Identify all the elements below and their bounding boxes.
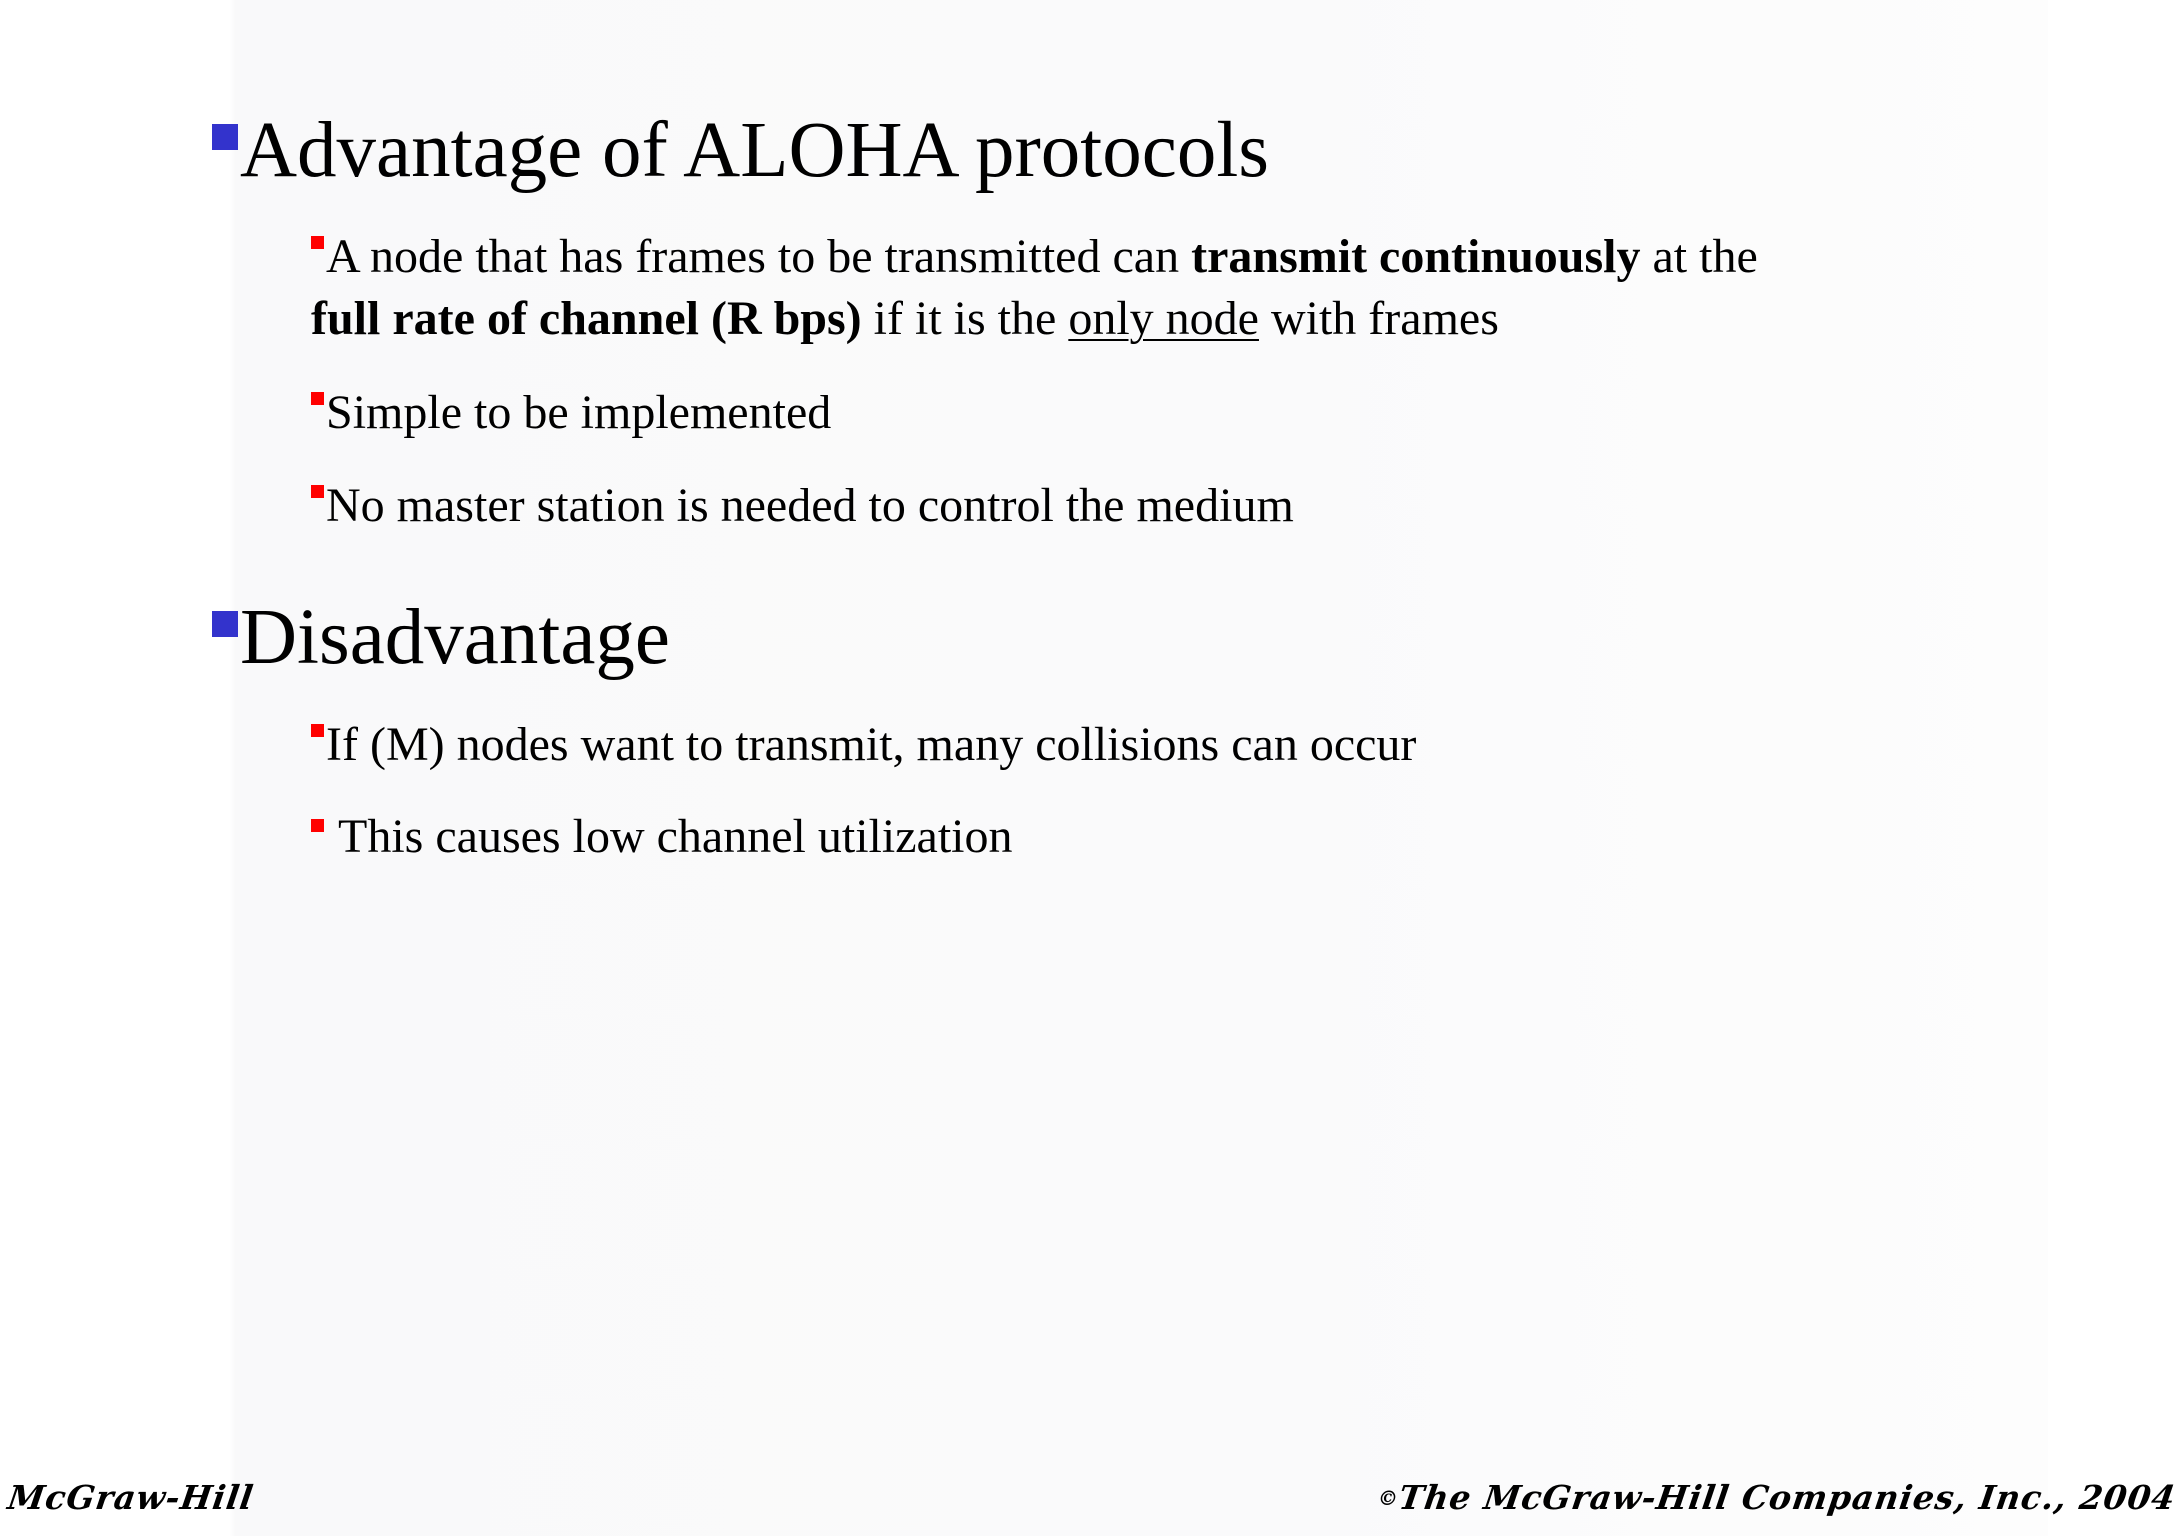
disadvantage-item-2-text: This causes low channel utilization <box>338 810 1013 863</box>
disadvantage-item-1-text: If (M) nodes want to transmit, many collisions can occur <box>326 718 1417 771</box>
square-bullet-icon <box>212 611 238 637</box>
square-bullet-icon <box>311 236 324 249</box>
advantage-item-1-text: A node that has frames to be transmitted can <box>326 230 1192 283</box>
heading-disadvantage <box>212 593 670 683</box>
heading-disadvantage-text: Disadvantage <box>240 594 670 681</box>
footer-copyright <box>1375 1478 2178 1518</box>
advantage-item-3-text: No master station is needed to control the medium <box>326 479 1294 532</box>
advantage-item-2 <box>311 382 831 444</box>
footer-publisher-logo: McGraw-Hill <box>5 1478 257 1517</box>
advantage-item-1-bold-transmit: transmit continuously <box>1191 230 1641 283</box>
heading-advantage-text: Advantage of ALOHA protocols <box>240 107 1270 194</box>
square-bullet-icon <box>311 485 324 498</box>
advantage-item-1-line-1 <box>311 226 1758 288</box>
advantage-item-1-underlined: only node <box>1068 292 1259 345</box>
copyright-symbol: © <box>1376 1486 1401 1510</box>
heading-advantage <box>212 106 1269 196</box>
square-bullet-icon <box>212 124 238 150</box>
advantage-item-1-bold-full-rate: full rate of channel (R bps) <box>311 292 862 345</box>
square-bullet-icon <box>311 819 324 832</box>
advantage-item-1-text-tail: at the <box>1640 230 1758 283</box>
square-bullet-icon <box>311 724 324 737</box>
square-bullet-icon <box>311 392 324 405</box>
footer-copyright-text: The McGraw-Hill Companies, Inc., 2004 <box>1396 1478 2178 1517</box>
disadvantage-item-2 <box>311 806 1012 868</box>
advantage-item-1-line-2 <box>311 288 1499 350</box>
disadvantage-item-1 <box>311 714 1416 776</box>
advantage-item-1-text-middle: if it is the <box>861 292 1069 345</box>
advantage-item-2-text: Simple to be implemented <box>326 386 832 439</box>
advantage-item-3 <box>311 475 1294 537</box>
advantage-item-1-text-end: with frames <box>1258 292 1499 345</box>
